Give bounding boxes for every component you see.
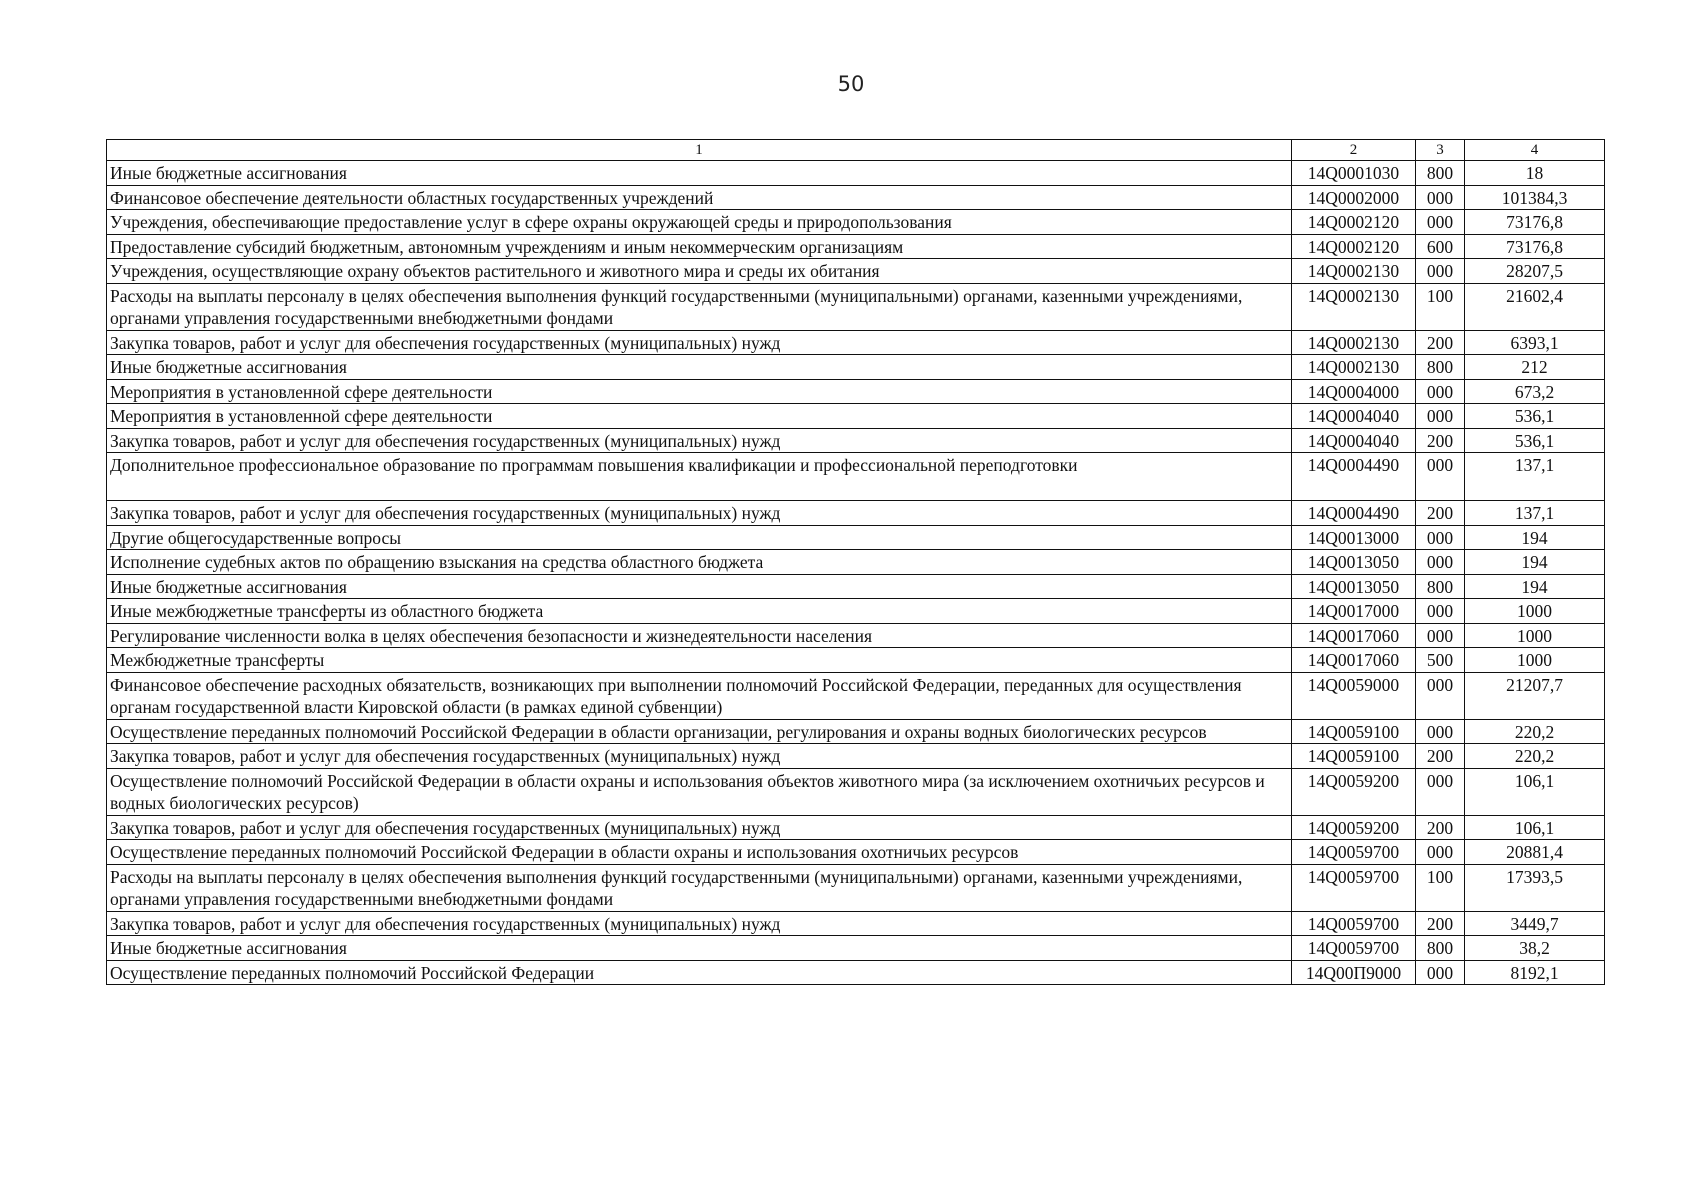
row-amount: 194: [1465, 525, 1605, 550]
table-row: [107, 648, 1605, 673]
row-type: 000: [1416, 599, 1465, 624]
table-row: [107, 185, 1605, 210]
table-row: [107, 672, 1605, 719]
row-code: 14Q0013000: [1292, 525, 1416, 550]
row-code: 14Q0059100: [1292, 744, 1416, 769]
row-type: 800: [1416, 936, 1465, 961]
table-row: [107, 574, 1605, 599]
row-code: 14Q0059200: [1292, 815, 1416, 840]
table-row: [107, 283, 1605, 330]
row-amount: 106,1: [1465, 768, 1605, 815]
row-code: 14Q0017060: [1292, 623, 1416, 648]
row-name: Осуществление переданных полномочий Российской Федерации в области охраны и использования охотничьих ресурсов: [107, 840, 1292, 865]
row-code: 14Q0004490: [1292, 501, 1416, 526]
row-name: Финансовое обеспечение деятельности областных государственных учреждений: [107, 185, 1292, 210]
row-type: 000: [1416, 185, 1465, 210]
row-amount: 1000: [1465, 648, 1605, 673]
row-type: 500: [1416, 648, 1465, 673]
row-amount: 194: [1465, 550, 1605, 575]
row-name: Расходы на выплаты персоналу в целях обеспечения выполнения функций государственными (муниципальными) органами, казенными учреждениями, органами управления государственными внебюджетными фондами: [107, 864, 1292, 911]
table-row: [107, 330, 1605, 355]
row-amount: 17393,5: [1465, 864, 1605, 911]
row-type: 000: [1416, 210, 1465, 235]
row-code: 14Q0059200: [1292, 768, 1416, 815]
row-amount: 1000: [1465, 599, 1605, 624]
row-type: 200: [1416, 815, 1465, 840]
row-type: 100: [1416, 864, 1465, 911]
row-code: 14Q0002130: [1292, 259, 1416, 284]
row-amount: 220,2: [1465, 719, 1605, 744]
row-amount: 101384,3: [1465, 185, 1605, 210]
row-type: 000: [1416, 719, 1465, 744]
header-row: [107, 140, 1605, 161]
row-type: 000: [1416, 525, 1465, 550]
row-name: Осуществление переданных полномочий Российской Федерации в области организации, регулирования и охраны водных биологических ресурсов: [107, 719, 1292, 744]
row-amount: 38,2: [1465, 936, 1605, 961]
row-code: 14Q0004490: [1292, 453, 1416, 501]
table-row: [107, 744, 1605, 769]
row-amount: 18: [1465, 161, 1605, 186]
header-col-2: 2: [1292, 140, 1416, 161]
row-name: Иные бюджетные ассигнования: [107, 936, 1292, 961]
row-name: Предоставление субсидий бюджетным, автономным учреждениям и иным некоммерческим организациям: [107, 234, 1292, 259]
row-name: Закупка товаров, работ и услуг для обеспечения государственных (муниципальных) нужд: [107, 744, 1292, 769]
row-amount: 212: [1465, 355, 1605, 380]
table-row: [107, 210, 1605, 235]
row-code: 14Q0059000: [1292, 672, 1416, 719]
table-body: [107, 161, 1605, 985]
table-row: [107, 453, 1605, 501]
row-name: Осуществление переданных полномочий Российской Федерации: [107, 960, 1292, 985]
row-type: 000: [1416, 404, 1465, 429]
row-code: 14Q0059700: [1292, 864, 1416, 911]
table-row: [107, 719, 1605, 744]
row-type: 000: [1416, 379, 1465, 404]
table-row: [107, 379, 1605, 404]
table-row: [107, 161, 1605, 186]
row-type: 200: [1416, 911, 1465, 936]
table-row: [107, 960, 1605, 985]
row-code: 14Q0002130: [1292, 283, 1416, 330]
row-code: 14Q0017000: [1292, 599, 1416, 624]
row-name: Исполнение судебных актов по обращению взыскания на средства областного бюджета: [107, 550, 1292, 575]
row-type: 000: [1416, 840, 1465, 865]
table-row: [107, 911, 1605, 936]
page-number: 50: [837, 72, 865, 96]
row-type: 200: [1416, 428, 1465, 453]
row-code: 14Q0013050: [1292, 574, 1416, 599]
row-type: 000: [1416, 768, 1465, 815]
row-name: Закупка товаров, работ и услуг для обеспечения государственных (муниципальных) нужд: [107, 911, 1292, 936]
row-type: 000: [1416, 672, 1465, 719]
row-type: 200: [1416, 501, 1465, 526]
row-code: 14Q0002120: [1292, 234, 1416, 259]
budget-table: [106, 139, 1605, 985]
table-row: [107, 864, 1605, 911]
row-name: Учреждения, обеспечивающие предоставление услуг в сфере охраны окружающей среды и природопользования: [107, 210, 1292, 235]
row-name: Иные межбюджетные трансферты из областного бюджета: [107, 599, 1292, 624]
table-row: [107, 623, 1605, 648]
row-code: 14Q0059100: [1292, 719, 1416, 744]
row-type: 800: [1416, 355, 1465, 380]
row-type: 600: [1416, 234, 1465, 259]
row-name: Дополнительное профессиональное образование по программам повышения квалификации и профессиональной переподготовки: [107, 453, 1292, 501]
row-amount: 3449,7: [1465, 911, 1605, 936]
row-code: 14Q0017060: [1292, 648, 1416, 673]
row-amount: 20881,4: [1465, 840, 1605, 865]
row-amount: 6393,1: [1465, 330, 1605, 355]
row-amount: 536,1: [1465, 428, 1605, 453]
row-amount: 73176,8: [1465, 210, 1605, 235]
row-type: 000: [1416, 453, 1465, 501]
row-amount: 1000: [1465, 623, 1605, 648]
row-amount: 21207,7: [1465, 672, 1605, 719]
table-row: [107, 936, 1605, 961]
row-name: Закупка товаров, работ и услуг для обеспечения государственных (муниципальных) нужд: [107, 428, 1292, 453]
row-amount: 194: [1465, 574, 1605, 599]
row-name: Закупка товаров, работ и услуг для обеспечения государственных (муниципальных) нужд: [107, 330, 1292, 355]
row-amount: 21602,4: [1465, 283, 1605, 330]
header-col-4: 4: [1465, 140, 1605, 161]
row-amount: 73176,8: [1465, 234, 1605, 259]
row-code: 14Q0002000: [1292, 185, 1416, 210]
row-type: 200: [1416, 330, 1465, 355]
row-type: 800: [1416, 574, 1465, 599]
table-row: [107, 259, 1605, 284]
table-row: [107, 404, 1605, 429]
table-row: [107, 234, 1605, 259]
row-amount: 536,1: [1465, 404, 1605, 429]
row-name: Мероприятия в установленной сфере деятельности: [107, 379, 1292, 404]
header-col-1: 1: [107, 140, 1292, 161]
row-amount: 106,1: [1465, 815, 1605, 840]
row-code: 14Q0013050: [1292, 550, 1416, 575]
row-code: 14Q0001030: [1292, 161, 1416, 186]
row-code: 14Q0059700: [1292, 936, 1416, 961]
table-row: [107, 840, 1605, 865]
row-name: Другие общегосударственные вопросы: [107, 525, 1292, 550]
row-amount: 28207,5: [1465, 259, 1605, 284]
row-name: Иные бюджетные ассигнования: [107, 161, 1292, 186]
row-name: Иные бюджетные ассигнования: [107, 355, 1292, 380]
row-name: Закупка товаров, работ и услуг для обеспечения государственных (муниципальных) нужд: [107, 501, 1292, 526]
row-name: Осуществление полномочий Российской Федерации в области охраны и использования объектов животного мира (за исключением охотничьих ресурсов и водных биологических ресурсов): [107, 768, 1292, 815]
row-code: 14Q0002130: [1292, 330, 1416, 355]
row-amount: 137,1: [1465, 501, 1605, 526]
table-row: [107, 599, 1605, 624]
row-name: Расходы на выплаты персоналу в целях обеспечения выполнения функций государственными (муниципальными) органами, казенными учреждениями, органами управления государственными внебюджетными фондами: [107, 283, 1292, 330]
row-name: Регулирование численности волка в целях обеспечения безопасности и жизнедеятельности населения: [107, 623, 1292, 648]
row-code: 14Q0002120: [1292, 210, 1416, 235]
row-name: Учреждения, осуществляющие охрану объектов растительного и животного мира и среды их обитания: [107, 259, 1292, 284]
row-name: Закупка товаров, работ и услуг для обеспечения государственных (муниципальных) нужд: [107, 815, 1292, 840]
row-type: 000: [1416, 550, 1465, 575]
row-code: 14Q0004000: [1292, 379, 1416, 404]
row-code: 14Q0059700: [1292, 840, 1416, 865]
table-row: [107, 815, 1605, 840]
row-type: 000: [1416, 960, 1465, 985]
row-type: 000: [1416, 623, 1465, 648]
row-type: 000: [1416, 259, 1465, 284]
row-code: 14Q0004040: [1292, 428, 1416, 453]
row-amount: 8192,1: [1465, 960, 1605, 985]
row-type: 100: [1416, 283, 1465, 330]
row-amount: 137,1: [1465, 453, 1605, 501]
table-row: [107, 428, 1605, 453]
row-code: 14Q0004040: [1292, 404, 1416, 429]
table-row: [107, 501, 1605, 526]
header-col-3: 3: [1416, 140, 1465, 161]
row-amount: 673,2: [1465, 379, 1605, 404]
row-code: 14Q00П9000: [1292, 960, 1416, 985]
row-amount: 220,2: [1465, 744, 1605, 769]
row-name: Межбюджетные трансферты: [107, 648, 1292, 673]
row-name: Мероприятия в установленной сфере деятельности: [107, 404, 1292, 429]
row-type: 800: [1416, 161, 1465, 186]
table-row: [107, 768, 1605, 815]
table-row: [107, 355, 1605, 380]
table-row: [107, 525, 1605, 550]
row-code: 14Q0002130: [1292, 355, 1416, 380]
row-code: 14Q0059700: [1292, 911, 1416, 936]
row-name: Иные бюджетные ассигнования: [107, 574, 1292, 599]
row-name: Финансовое обеспечение расходных обязательств, возникающих при выполнении полномочий Российской Федерации, переданных для осуществления органам государственной власти Кировской области (в рамках единой субвенции): [107, 672, 1292, 719]
table-row: [107, 550, 1605, 575]
row-type: 200: [1416, 744, 1465, 769]
